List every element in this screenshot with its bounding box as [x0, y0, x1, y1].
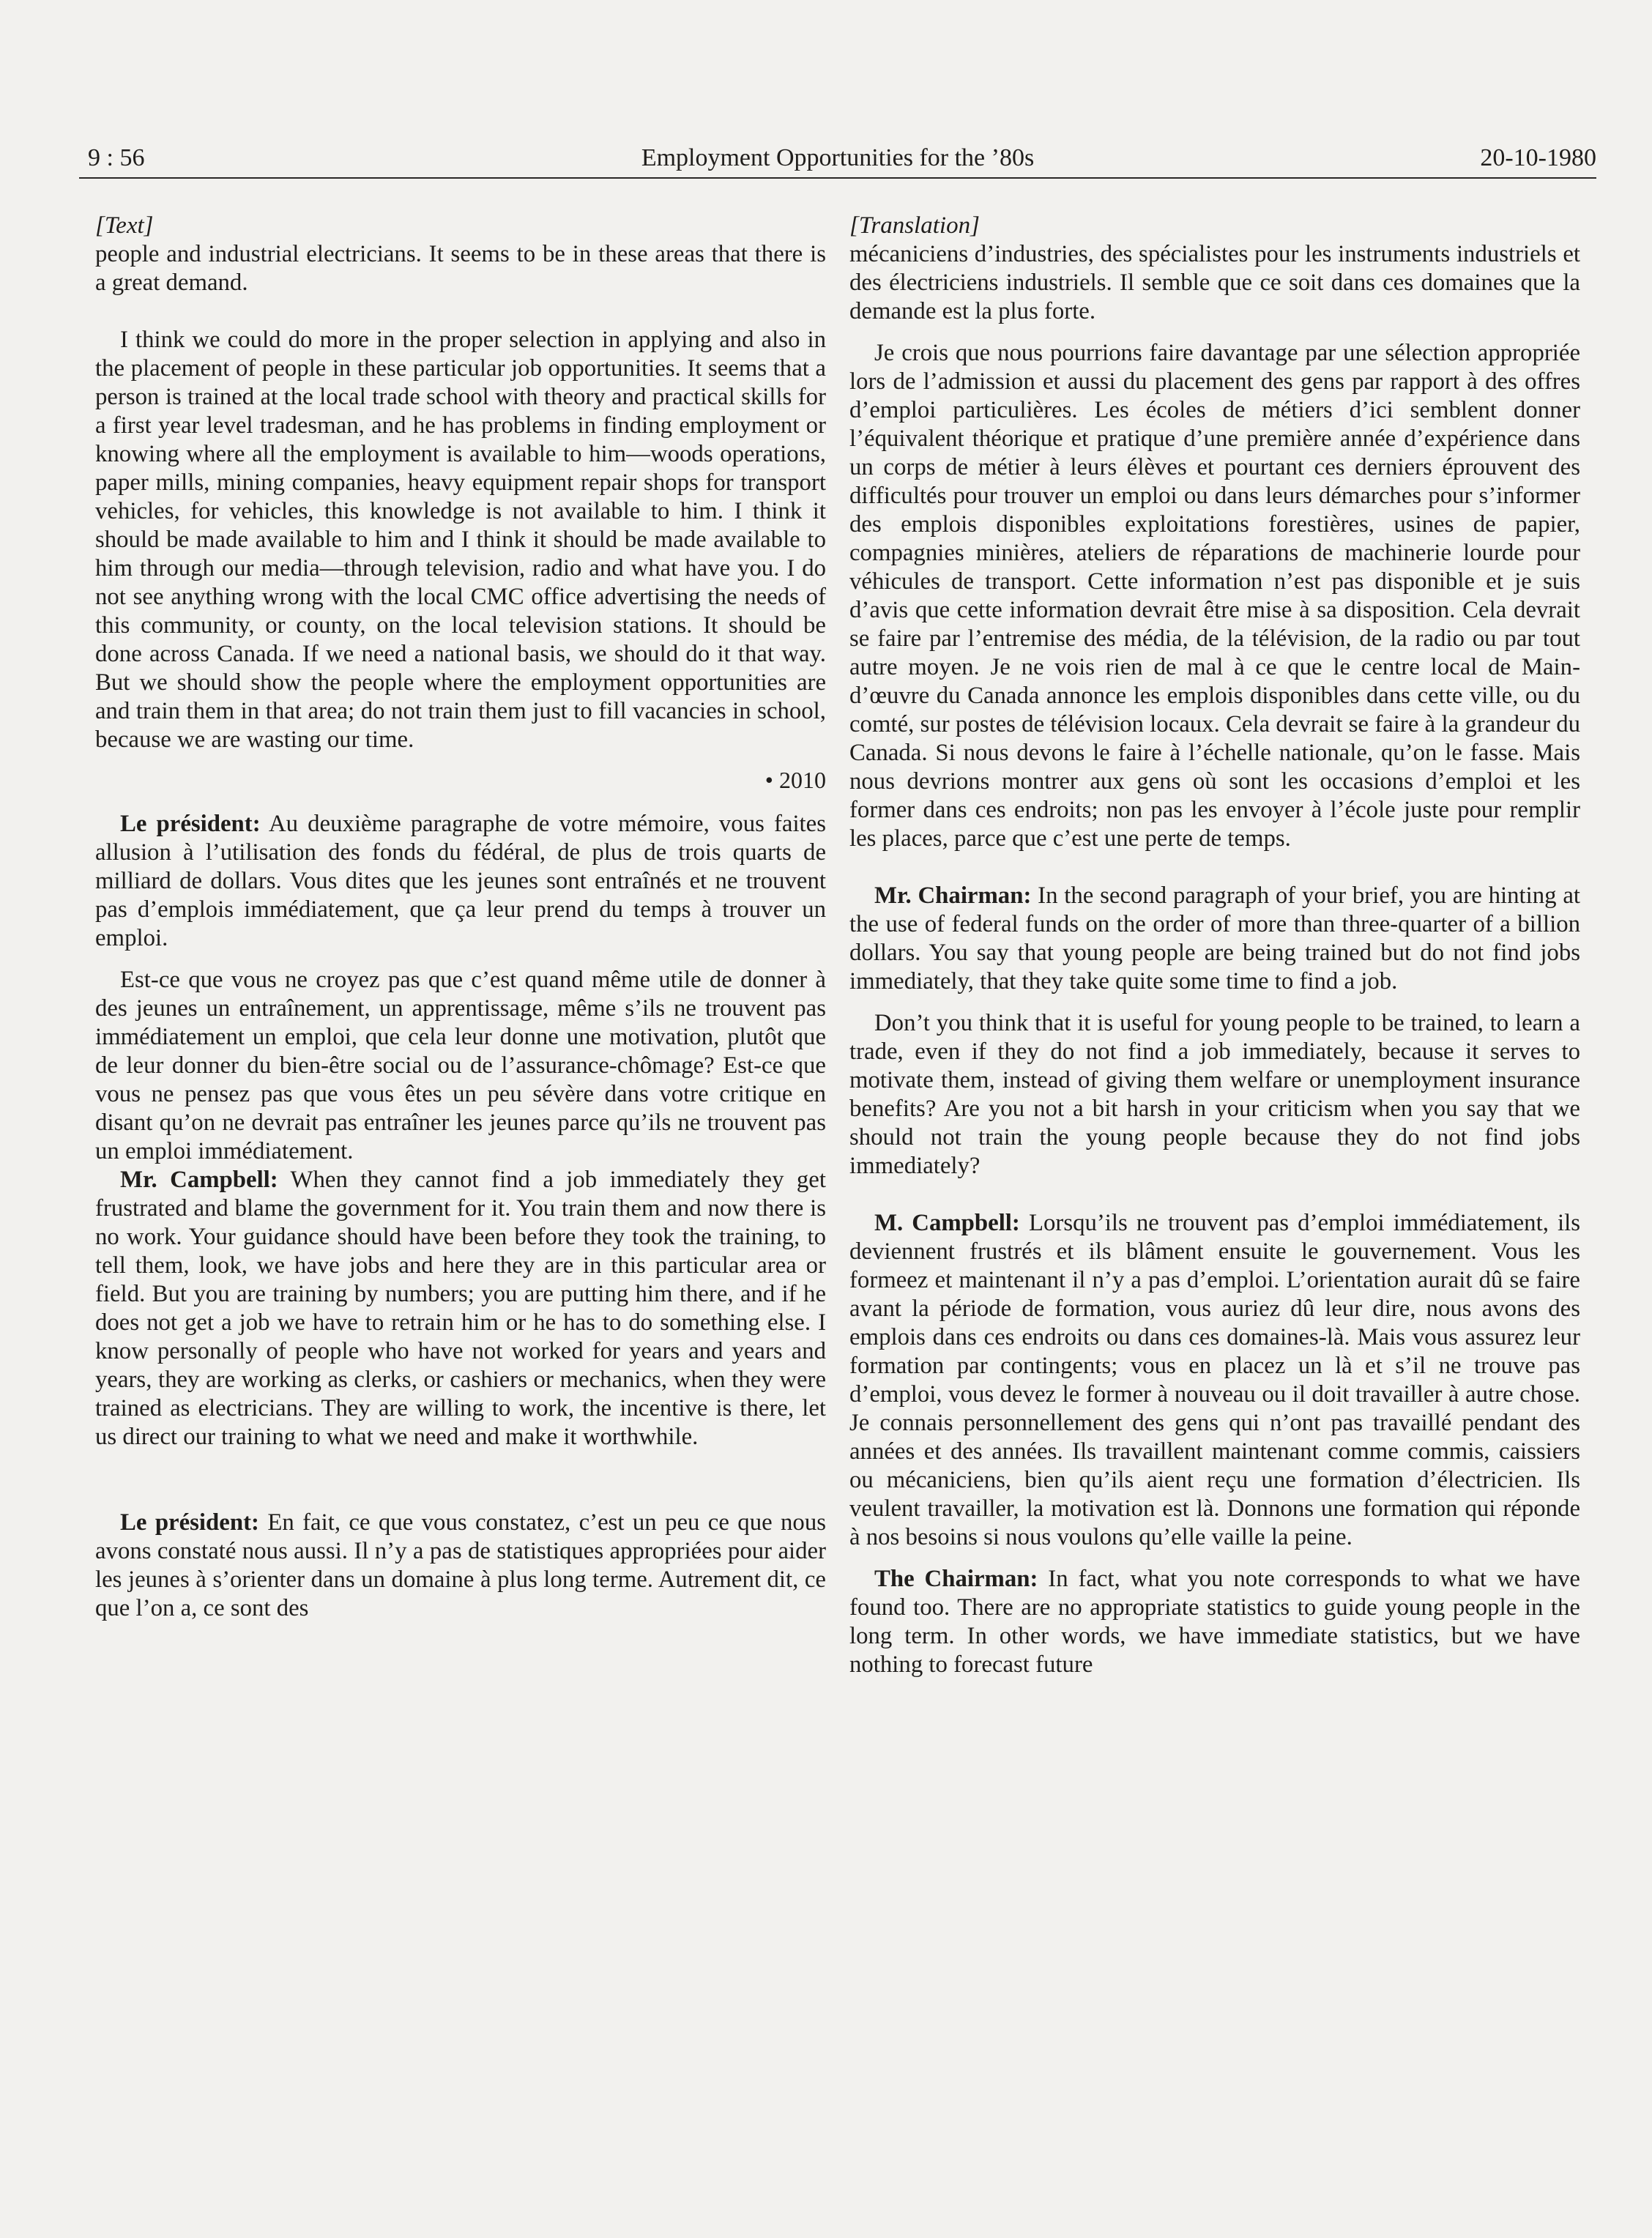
speech-text: In fact, what you note corresponds to what we have found too. There are no appropriate statistics to guide young people in the long term. In other words, we have immediate statistics, but we have nothing to forecast future	[849, 1566, 1580, 1678]
speaker-name: Mr. Chairman:	[874, 882, 1032, 909]
speech-text: Au deuxième paragraphe de votre mémoire, vous faites allusion à l’utilisation des fonds du fédéral, de plus de trois quarts de milliard de dollars. Vous dites que les jeunes sont entraînés et ne trouvent pas d’emplois immédiatement, que ça leur prend du temps à trouver un emploi.	[95, 811, 826, 951]
running-title: Employment Opportunities for the ’80s	[641, 144, 1035, 171]
paragraph: I think we could do more in the proper selection in applying and also in the placement of people in these particular job opportunities. It seems that a person is trained at the local trade school with theory and practical skills for a first year level tradesman, and he has problems in finding employment or knowing where all the employment is available to him—woods operations, paper mills, mining companies, heavy equipment repair shops for transport vehicles, for vehicles, this knowledge is not available to him. I think it should be made available to him and I think it should be made available to him through our media—through television, radio and what have you. I do not see anything wrong with the local CMC office advertising the needs of this community, or county, on the local television stations. It should be done across Canada. If we need a national basis, we should do it that way. But we should show the people where the employment opportunities are and train them in that area; do not train them just to fill vacancies in school, because we are wasting our time.	[95, 327, 826, 753]
page-header	[79, 139, 1596, 179]
sitting-date: 20-10-1980	[1480, 144, 1596, 171]
speech-paragraph	[849, 882, 1580, 996]
speech-text: When they cannot find a job immediately they get frustrated and blame the government for it. You train them and now there is no work. Your guidance should have been before they took the training, to tell them, look, we have jobs and here they are in this particular area or field. But you are training by numbers; you are putting him there, and if he does not get a job we have to retrain him or he has to do something else. I know personally of people who have not worked for years and years and years, they are working as clerks, or cashiers or mechanics, when they were trained as electricians. They are willing to work, the incentive is there, let us direct our training to what we need and make it worthwhile.	[95, 1167, 826, 1450]
speaker-name: Le président:	[120, 811, 261, 837]
paragraph: Je crois que nous pourrions faire davantage par une sélection appropriée lors de l’admission et aussi du placement des gens par rapport à des offres d’emploi particulières. Les écoles de métiers d’ici semblent donner l’équivalent théorique et pratique d’une première année d’expérience dans un corps de métier à leurs élèves et pourtant ces derniers éprouvent des difficultés pour trouver un emploi ou dans leurs démarches pour s’informer des emplois disponibles exploitations forestières, usines de papier, compagnies minières, ateliers de réparations de machinerie lourde pour véhicules de transport. Cette information n’est pas disponible et je suis d’avis que cette information devrait être mise à sa disposition. Cela devrait se faire par l’entremise des média, de la télévision, de la radio ou par tout autre moyen. Je ne vois rien de mal à ce que le centre local de Main-d’œuvre du Canada annonce les emplois disponibles dans cette ville, ou du comté, sur postes de télévision locaux. Cela devrait se faire à la grandeur du Canada. Si nous devons le faire à l’échelle nationale, qu’on le fasse. Mais nous devrions montrer aux gens où sont les occasions d’emploi et les former dans ces endroits; non pas les envoyer à l’école juste pour remplir les places, parce que c’est une perte de temps.	[849, 340, 1580, 852]
section-label-translation: [Translation]	[849, 212, 980, 239]
speech-paragraph	[849, 1009, 1580, 1181]
speech-paragraph	[95, 1509, 826, 1623]
speech-paragraph	[849, 1565, 1580, 1679]
speech-paragraph	[95, 966, 826, 1166]
speech-text: Est-ce que vous ne croyez pas que c’est quand même utile de donner à des jeunes un entraînement, un apprentissage, même s’ils ne trouvent pas immédiatement un emploi, que cela leur donne une motivation, plutôt que de leur donner du bien-être social ou de l’assurance-chômage? Est-ce que vous ne pensez pas que vous êtes un peu sévère dans votre critique en disant qu’on ne devrait pas entraîner les jeunes parce qu’ils ne trouvent pas un emploi immédiatement.	[95, 967, 826, 1164]
page-number: 9 : 56	[88, 144, 145, 171]
left-column-original-text	[95, 211, 826, 1623]
speech-text: Lorsqu’ils ne trouvent pas d’emploi immédiatement, ils deviennent frustrés et ils blâment ensuite le gouvernement. Vous les formeez et maintenant il n’y a pas d’emploi. L’orientation aurait dû se faire avant la période de formation, vous auriez dû leur dire, nous avons des emplois dans ces endroits ou dans ces domaines-là. Mais vous assurez leur formation par contingents; vous en placez un là et s’il ne trouve pas d’emploi, vous devez le former à nouveau ou il doit travailler à autre chose. Je connais personnellement des gens qui n’ont pas travaillé pendant des années et des années. Ils travaillent maintenant comme commis, caissiers ou mécaniciens, bien qu’ils aient reçu une formation d’électricien. Ils veulent travailler, la motivation est là. Donnons une formation qui réponde à nos besoins si nous voulons qu’elle vaille la peine.	[849, 1210, 1580, 1550]
speech-text: Don’t you think that it is useful for young people to be trained, to learn a trade, even if they do not find a job immediately, because it serves to motivate them, instead of giving them welfare or unemployment insurance benefits? Are you not a bit harsh in your criticism when you say that we should not train the young people because they do not find jobs immediately?	[849, 1010, 1580, 1179]
speaker-name: Mr. Campbell:	[120, 1167, 278, 1193]
section-label-text: [Text]	[95, 212, 154, 239]
speech-paragraph	[95, 810, 826, 953]
speech-text: En fait, ce que vous constatez, c’est un peu ce que nous avons constaté nous aussi. Il n’y a pas de statistiques appropriées pour aider les jeunes à s’orienter dans un domaine à plus long terme. Autrement dit, ce que l’on a, ce sont des	[95, 1509, 826, 1621]
speech-paragraph	[95, 1166, 826, 1451]
right-column-translation	[849, 211, 1580, 1679]
speech-text: In the second paragraph of your brief, you are hinting at the use of federal funds on the order of more than three-quarter of a billion dollars. You say that young people are being trained but do not find jobs immediately, that they take quite some time to find a job.	[849, 882, 1580, 995]
speaker-name: Le président:	[120, 1509, 259, 1536]
paragraph: mécaniciens d’industries, des spécialistes pour les instruments industriels et des électriciens industriels. Il semble que ce soit dans ces domaines que la demande est la plus forte.	[849, 241, 1580, 324]
speech-paragraph	[849, 1209, 1580, 1552]
time-marker: • 2010	[764, 767, 826, 793]
speaker-name: M. Campbell:	[874, 1210, 1020, 1236]
paragraph: people and industrial electricians. It seems to be in these areas that there is a great demand.	[95, 241, 826, 296]
speaker-name: The Chairman:	[874, 1566, 1038, 1592]
